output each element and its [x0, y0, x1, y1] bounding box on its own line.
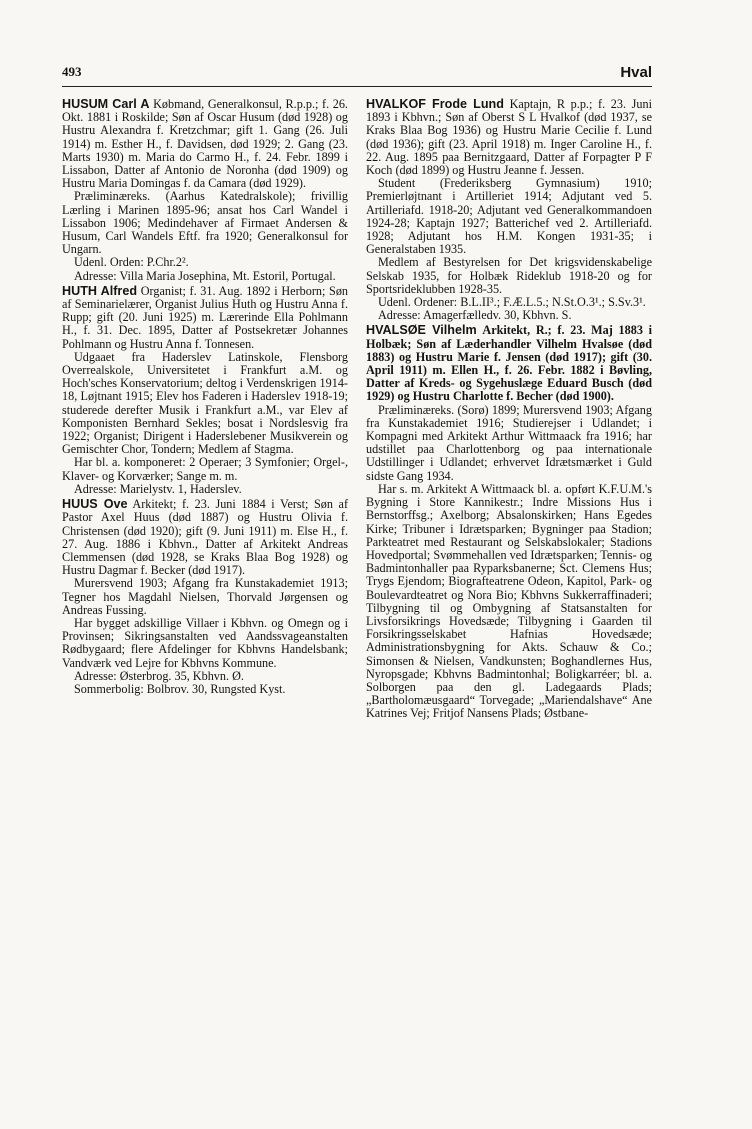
entry-text: Medlem af Bestyrelsen for Det krigsvidenskabelige Selskab 1935, for Holbæk Rideklub 1918-20 og for Sportsrideklubben 1928-35. [366, 255, 652, 296]
entry-text: Præliminæreks. (Aarhus Katedralskole); frivillig Lærling i Marinen 1895-96; ansat hos Carl Wandel i Lissabon 1906; Medindehaver af Firmaet Andersen & Husum, Carl Wandels Eftf. fra 1920; Generalkonsul for Ungarn. [62, 189, 348, 257]
entry-text: Udgaaet fra Haderslev Latinskole, Flensborg Overrealskole, Universitetet i Frankfurt a.M. og Hoch'sches Konservatorium; deltog i Verdenskrigen 1914-18, Løjtnant 1915; Elev hos Faderen i Haderslev 1918-19; studerede derefter Musik i Frankfurt a.M., var Elev af Komponisten Bernhard Sekles; bosat i Nordslesvig fra 1922; Organist; Dirigent i Haderslebener Musikverein og Gemischter Chor, Tondern; Medlem af Stagma. [62, 349, 348, 457]
entry-huus [62, 498, 348, 696]
entry-name: HUUS Ove [62, 497, 128, 512]
entry-text: Sommerbolig: Bolbrov. 30, Rungsted Kyst. [74, 681, 286, 696]
entry-hvalkof [366, 98, 652, 322]
entry-text: Organist; f. 31. Aug. 1892 i Herborn; Søn af Seminarielærer, Organist Julius Huth og Hustru Anna f. Rupp; gift (20. Juni 1925) m. Lærerinde Ella Pohlmann H., f. 31. Dec. 1895, Datter af Postsekretær Johannes Pohlmann og Hustru Anna f. Tonnesen. [62, 283, 349, 351]
entry-hvalsoe [366, 324, 652, 720]
entry-text: Arkitekt, R.; f. 23. Maj 1883 i Holbæk; Søn af Læderhandler Vilhelm Hvalsøe (død 1883) og Hustru Marie f. Jensen (død 1917); gift (30. April 1911) m. Ellen H., f. 26. Febr. 1882 i Bøvling, Datter af Kreds- og Sygehuslæge Eduard Busch (død 1929) og Hustru Charlotte f. Becher (død 1900). [366, 323, 653, 404]
entry-text: Har bygget adskillige Villaer i Kbhvn. og Omegn og i Provinsen; Sikringsanstalten ved Aandssvageanstalten Rødbygaard; flere Afdelinger for Kbhvns Handelsbank; Vandværk ved Lejre for Kbhvns Kommune. [62, 615, 348, 670]
right-column [366, 98, 652, 723]
entry-text: Adresse: Amagerfælledv. 30, Kbhvn. S. [378, 308, 572, 323]
entry-name: HUTH Alfred [62, 283, 138, 298]
entry-text: Købmand, Generalkonsul, R.p.p.; f. 26. Okt. 1881 i Roskilde; Søn af Oscar Husum (død 1928) og Hustru Alexandra f. Kretzchmar; gift 1. Gang (26. Juli 1914) m. Esther H., f. Davidsen, død 1929; 2. Gang (23. Marts 1930) m. Maria do Carmo H., f. 24. Febr. 1899 i Lissabon, Datter af Antonio de Noronha (død 1909) og Hustru Maria Domingas f. da Camara (død 1929). [62, 97, 348, 191]
entry-name: HVALKOF Frode Lund [366, 97, 504, 111]
entry-text: Student (Frederiksberg Gymnasium) 1910; Premierløjtnant i Artilleriet 1914; Adjutant ved 5. Artilleriafd. 1918-20; Adjutant ved Generalkommandoen 1924-28; Kaptajn 1927; Batterichef ved 2. Artilleriafd. 1928; Adjutant hos H.M. Kongen 1931-35; i Generalstaben 1935. [366, 176, 652, 257]
entry-text: Adresse: Marielystv. 1, Haderslev. [74, 481, 242, 496]
entry-huth [62, 285, 348, 496]
entry-text: Arkitekt; f. 23. Juni 1884 i Verst; Søn af Pastor Axel Huus (død 1887) og Hustru Olivia f. Christensen (død 1920); gift (9. Juni 1911) m. Else H., f. 27. Aug. 1886 i Kbhvn., Datter af Arkitekt Andreas Clemmensen (død 1928, se Kraks Blaa Bog 1928) og Hustru Dagmar f. Becker (død 1917). [62, 497, 348, 578]
left-column [62, 98, 348, 698]
entry-text: Udenl. Ordener: B.L.II³.; F.Æ.L.5.; N.St.O.3¹.; S.Sv.3¹. [378, 295, 646, 310]
entry-name: HUSUM Carl A [62, 97, 150, 111]
entry-name: HVALSØE Vilhelm [366, 323, 477, 338]
entry-text: Har s. m. Arkitekt A Wittmaack bl. a. opført K.F.U.M.'s Bygning i Store Kannikestr.; Indre Missions Hus i Bernstorffsg.; Axelborg; Absalonskirken; Hans Egedes Kirke; Tribuner i Idrætsparken; Bygninger paa Stadion; Parkteatret med Restaurant og Selskabslokaler; Stadions Hovedportal; Svømmehallen ved Idrætsparken; Tennis- og Badmintonhaller paa Ryparksbanerne; Sct. Clemens Hus; Trygs Ejendom; Biografteatrene Odeon, Kapitol, Park- og Boulevardteatret og Nora Bio; Kbhvns Sukkerraffinaderi; Tilbygning til og Ombygning af Statsanstalten for Livsforsikrings Hovedsæde; Tilbygning i Gaarden til Forsikringsselskabet Hafnias Hovedsæde; Administrationsbygning for Akts. Schauw & Co.; Simonsen & Nielsen, Vandkunsten; Boghandlernes Hus, Nyropsgade; Kbhvns Badmintonhal; Boligkarréer; bl. a. Solborgen paa den gl. Ladegaards Plads; „Bartholomæusgaard“ Torvegade; „Mariendalshave“ Ane Katrines Vej; Fritjof Nansens Plads; Østbane- [366, 481, 652, 721]
section-title: Hval [620, 64, 652, 81]
page-header [62, 64, 652, 82]
entry-text: Har bl. a. komponeret: 2 Operaer; 3 Symfonier; Orgel-, Klaver- og Korværker; Sange m. m. [62, 455, 348, 483]
entry-text: Adresse: Østerbrog. 35, Kbhvn. Ø. [74, 668, 244, 683]
entry-text: Kaptajn, R p.p.; f. 23. Juni 1893 i Kbhvn.; Søn af Oberst S L Hvalkof (død 1937, se Kraks Blaa Bog 1936) og Hustru Marie Cecilie f. Lund (død 1936); gift (23. April 1918) m. Inger Caroline H., f. 22. Aug. 1895 paa Bernitzgaard, Datter af Forpagter P F Koch (død 1899) og Hustru Jeanne f. Jessen. [366, 97, 652, 178]
header-rule [62, 86, 652, 87]
entry-text: Udenl. Orden: P.Chr.2². [74, 255, 189, 270]
entry-text: Murersvend 1903; Afgang fra Kunstakademiet 1913; Tegner hos Magdahl Nielsen, Thorvald Jørgensen og Andreas Fussing. [62, 576, 348, 617]
entry-husum [62, 98, 348, 283]
entry-text: Adresse: Villa Maria Josephina, Mt. Estoril, Portugal. [74, 268, 336, 283]
entry-text: Præliminæreks. (Sorø) 1899; Murersvend 1903; Afgang fra Kunstakademiet 1916; Studierejser i Udlandet; i Kompagni med Arkitekt Arthur Wittmaack fra 1916; har udstillet paa Charlottenborg og paa internationale Udstillinger i Udlandet; erhvervet Idrætsmærket i Guld sidste Gang 1934. [366, 402, 652, 483]
page-number: 493 [62, 64, 82, 79]
